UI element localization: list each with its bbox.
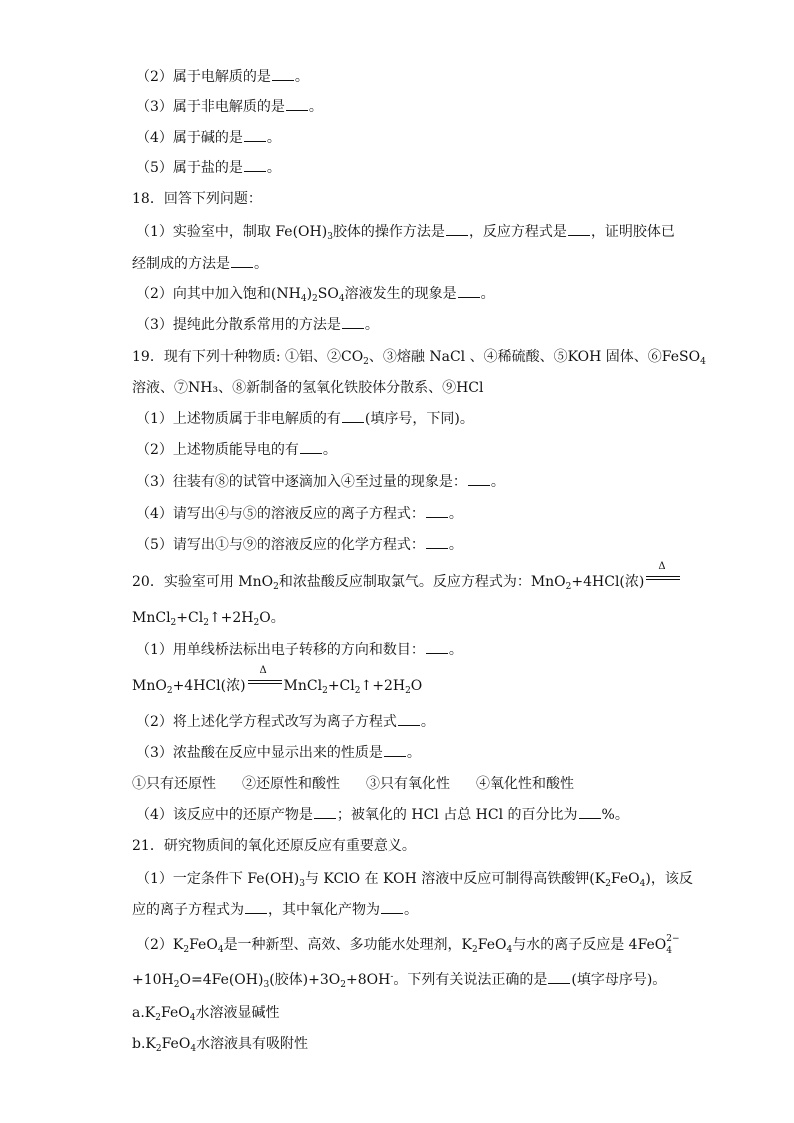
q18-part1-cont: 经制成的方法是 。 <box>132 256 268 272</box>
q21-part2-cont: $+10H_2O=4Fe(OH)_3$(胶体)$+3O_2+8OH^-$。下列有关说法正确的是 (填字母序号)。 <box>132 972 667 990</box>
answer-blank <box>384 744 406 757</box>
option-1: ①只有还原性 <box>132 776 216 792</box>
q19-part1: （1）上述物质属于非电解质的有 (填序号，下同)。 <box>136 411 474 427</box>
q19-part2: （2）上述物质能导电的有 。 <box>136 442 337 458</box>
q21-option-a: $a.K_2FeO_4$水溶液显碱性 <box>132 1005 280 1023</box>
answer-blank <box>244 159 266 172</box>
option-4: ④氧化性和酸性 <box>476 776 574 792</box>
q17-part5: （5）属于盐的是 。 <box>136 160 281 176</box>
answer-blank <box>231 255 253 268</box>
q21-part2: $(2)K_2FeO_4$是一种新型、高效、多功能水处理剂，$K_2FeO_4$与水的离子反应是 4FeO 2− 4 <box>136 934 680 956</box>
ion-charge: 2− 4 <box>666 934 680 956</box>
heating-reaction-sign <box>248 665 282 690</box>
answer-blank <box>342 410 364 423</box>
q20-part3: （3）浓盐酸在反应中显示出来的性质是 。 <box>136 745 421 761</box>
answer-blank <box>342 316 364 329</box>
q17-part3: （3）属于非电解质的是 。 <box>136 99 323 115</box>
q20-equation: MnO$_2$+4HCl(浓) Δ $MnCl_2+Cl_2↑+2H_2O$ <box>132 665 423 696</box>
answer-blank <box>426 505 448 518</box>
q19-part4: （4）请写出④与⑤的溶液反应的离子方程式： 。 <box>136 506 463 522</box>
answer-blank <box>579 806 601 819</box>
q19-heading-cont: 溶液、⑦NH₃、⑧新制备的氢氧化铁胶体分散系、⑨HCl <box>132 380 484 396</box>
q20-heading-cont: $MnCl_2+Cl_2↑+2H_2O$。 <box>132 610 285 628</box>
answer-blank <box>272 68 294 81</box>
q20-part3-options <box>132 774 600 794</box>
delta-symbol: Δ <box>259 665 267 676</box>
answer-blank <box>300 441 322 454</box>
q18-part2: （2）向其中加入饱和$(NH_4)_2SO_4$溶液发生的现象是 。 <box>136 286 495 304</box>
answer-blank <box>446 223 468 236</box>
answer-blank <box>398 713 420 726</box>
answer-blank <box>458 285 480 298</box>
q20-heading: 20．实验室可用 MnO$_2$和浓盐酸反应制取氯气。反应方程式为：MnO$_2$+4HCl(浓) Δ <box>132 572 682 592</box>
answer-blank <box>286 98 308 111</box>
q17-part4: （4）属于碱的是 。 <box>136 130 281 146</box>
q20-part4: （4）该反应中的还原产物是 ；被氧化的 HCl 占总 HCl 的百分比为 %。 <box>136 807 629 823</box>
q19-heading: 19．现有下列十种物质: ①铝、$②CO_2$、③熔融 NaCl 、④稀硫酸、⑤KOH 固体、⑥FeSO$_4$ <box>132 349 706 367</box>
answer-blank <box>426 536 448 549</box>
option-3: ③只有氧化性 <box>366 776 450 792</box>
q20-part1: （1）用单线桥法标出电子转移的方向和数目： 。 <box>136 642 463 658</box>
q21-heading: 21．研究物质间的氧化还原反应有重要意义。 <box>132 838 416 854</box>
q19-part3: （3）往装有⑧的试管中逐滴加入④至过量的现象是： 。 <box>136 474 505 490</box>
answer-blank <box>426 641 448 654</box>
answer-blank <box>568 223 590 236</box>
q18-heading: 18．回答下列问题： <box>132 191 262 207</box>
q21-part1: （1）一定条件下 $Fe(OH)_3$与 KClO 在 KOH 溶液中反应可制得高铁酸钾$(K_2FeO_4)$，该反 <box>136 871 693 889</box>
answer-blank <box>548 971 570 984</box>
heating-reaction-sign <box>646 561 680 586</box>
delta-symbol: Δ <box>658 561 666 572</box>
q19-part5: （5）请写出①与⑨的溶液反应的化学方程式： 。 <box>136 537 463 553</box>
answer-blank <box>245 901 267 914</box>
option-2: ②还原性和酸性 <box>242 776 340 792</box>
answer-blank <box>381 901 403 914</box>
q18-part1: （1）实验室中，制取 $Fe(OH)_3$胶体的操作方法是 ，反应方程式是 ，证明胶体已 <box>136 224 675 242</box>
q17-part2: （2）属于电解质的是 。 <box>136 69 309 85</box>
answer-blank <box>468 473 490 486</box>
q21-part1-cont: 应的离子方程式为 ，其中氧化产物为 。 <box>132 902 418 918</box>
q21-option-b: $b.K_2FeO_4$水溶液具有吸附性 <box>132 1036 309 1054</box>
q20-part2: （2）将上述化学方程式改写为离子方程式 。 <box>136 714 435 730</box>
answer-blank <box>244 129 266 142</box>
answer-blank <box>314 806 336 819</box>
q18-part3: （3）提纯此分散系常用的方法是 。 <box>136 317 379 333</box>
